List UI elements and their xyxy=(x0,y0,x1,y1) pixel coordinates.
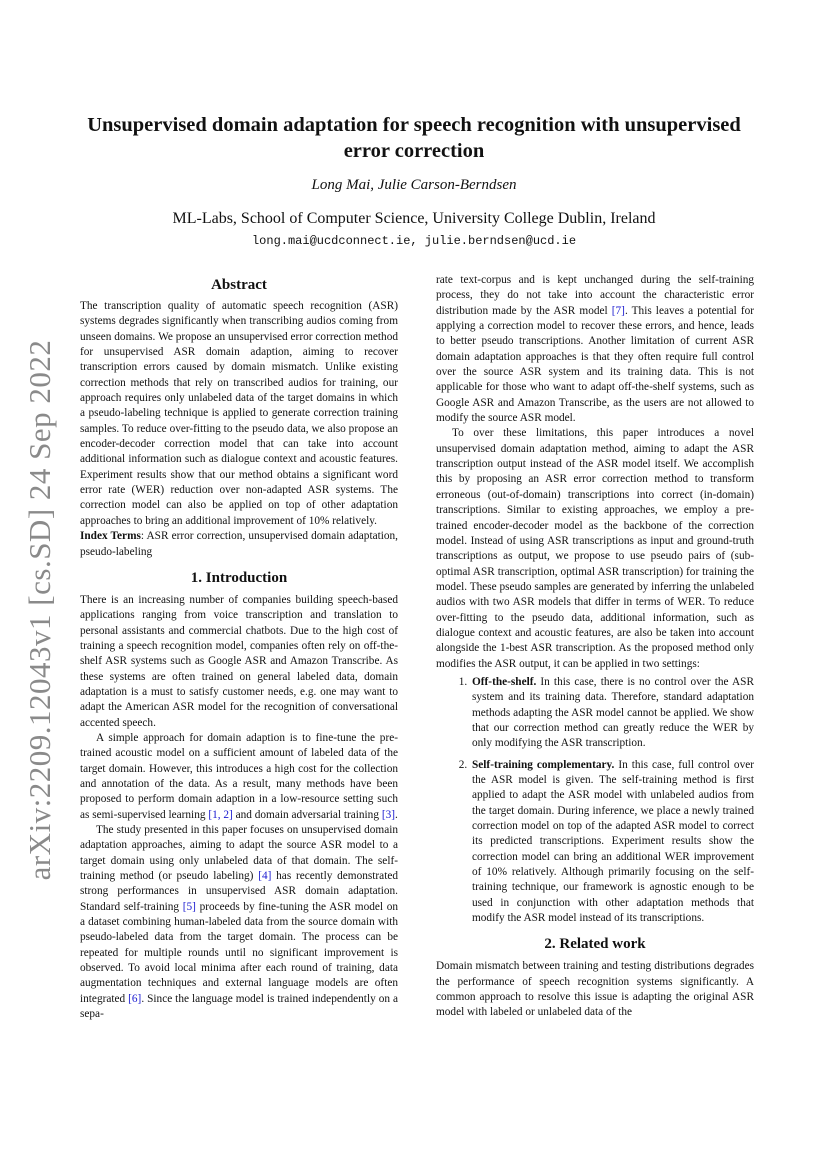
citation-link[interactable]: [4] xyxy=(258,870,272,883)
abstract-body: The transcription quality of automatic speech recognition (ASR) systems degrades significantly when transcribing audios coming from unseen domains. We propose an unsupervised error correction method for unsupervised ASR domain adaption, aiming to recover transcription errors caused by domain mismatch. Unlike existing correction methods that rely on transcribed audios for training, our approach requires only unlabeled data of the target domains in which a pseudo-labeling technique is applied to generate correction training samples. To reduce over-fitting to the pseudo data, we also propose an encoder-decoder correction model that can take into account additional information such as dialogue context and acoustic features. Experiment results show that our method obtains a significant word error rate (WER) reduction over non-adapted ASR systems. The correction model can also be applied on top of other adaptation approaches to bring an additional improvement of 10% relatively. xyxy=(80,300,398,527)
list-item: 2. Self-training complementary. In this case, full control over the ASR model is given. The self-training method is first applied to adapt the ASR model with unlabeled audios from the target domain. During inference, we place a newly trained correction model on top of the adapted ASR model to correct its predicted transcriptions. Experiment results show the correction model can bring an additional WER improvement of 10% relatively. Although primarily focusing on the self-training technique, our framework is agnostic enough to be used in conjunction with other adaptation methods that modify the ASR model instead of its transcriptions. xyxy=(470,758,754,927)
citation-link[interactable]: [6] xyxy=(128,992,142,1005)
authors: Long Mai, Julie Carson-Berndsen xyxy=(311,177,517,193)
arxiv-identifier-text: arXiv:2209.12043v1 [cs.SD] 24 Sep 2022 xyxy=(22,339,57,881)
right-column xyxy=(436,273,754,1021)
author-emails: long.mai@ucdconnect.ie, julie.berndsen@ucd.ie xyxy=(251,234,577,248)
intro-paragraph-3: The study presented in this paper focuses on unsupervised domain adaptation approaches, aiming to adapt the source ASR model to a target domain using only unlabeled data of that domain. The self-training method (or pseudo labeling) [4] has recently demonstrated strong performances in unsupervised ASR domain adaptation. Standard self-training [5] proceeds by fine-tuning the ASR model on a dataset combining human-labeled data from the source domain with pseudo-labeled data from the target domain. The process can be repeated for multiple rounds until no significant improvement is observed. To avoid local minima after each round of training, data augmentation techniques and external language models are often integrated [6]. Since the language model is trained independently on a sepa- xyxy=(80,824,398,1021)
related-work-heading: 2. Related work xyxy=(544,936,646,953)
index-terms-text: : ASR error correction, unsupervised domain adaptation, pseudo-labeling xyxy=(80,530,399,558)
intro-heading: 1. Introduction xyxy=(190,569,288,586)
index-terms-label: Index Terms xyxy=(80,530,141,543)
index-terms xyxy=(80,529,398,560)
title-line-2: error correction xyxy=(343,140,485,162)
left-column xyxy=(80,276,398,1022)
intro-paragraph-1: There is an increasing number of companies building speech-based applications ranging from voice transcription and translation to personal assistants and commercial chatbots. Due to the high cost of training a speech recognition model, companies often rely on off-the-shelf ASR systems such as Google ASR and Amazon Transcribe. As these systems are often trained on general labeled data, domain adaptation is a must to satisfy customer needs, e.g. one may want to adapt the American ASR model for the recognition of conversational accented speech. xyxy=(80,593,398,729)
intro-paragraph-4: rate text-corpus and is kept unchanged during the self-training process, they do not take into account the characteristic error distribution made by the ASR model [7]. This leaves a potential for applying a correction model to recover these errors, and hence, leads to better pseudo transcriptions. Another limitation of current ASR domain adaptation approaches is that they often require full control over the source ASR system and its training data. This is not applicable for those who want to adapt off-the-shelf systems, such as Google ASR and Amazon Transcribe, as the users are not allowed to modify the source ASR model. xyxy=(436,274,754,425)
paper-title xyxy=(80,112,748,164)
citation-link[interactable]: [5] xyxy=(182,900,196,913)
settings-list xyxy=(436,675,754,927)
related-paragraph-1: Domain mismatch between training and testing distributions degrades the performance of speech recognition systems significantly. A common approach to resolve this issue is adapting the original ASR model with labeled or unlabeled data of the xyxy=(436,960,754,1019)
list-item: 1. Off-the-shelf. In this case, there is no control over the ASR system and its training data. Therefore, standard adaptation methods adapting the ASR model cannot be applied. We show that our correction method can greatly reduce the WER by only modifying the ASR transcription. xyxy=(470,675,754,752)
affiliation: ML-Labs, School of Computer Science, University College Dublin, Ireland xyxy=(172,210,656,227)
citation-link[interactable]: [1, 2] xyxy=(208,808,233,821)
abstract-heading: Abstract xyxy=(211,277,267,293)
intro-paragraph-2: A simple approach for domain adaption is to fine-tune the pre-trained acoustic model on a sufficient amount of labeled data of the target domain. However, this introduces a high cost for the collection and annotation of the data. As a result, many methods have been proposed to perform domain adaption in a low-resource setting such as semi-supervised learning [1, 2] and domain adversarial training [3]. xyxy=(80,731,398,821)
arxiv-identifier xyxy=(18,339,62,881)
citation-link[interactable]: [7] xyxy=(611,304,625,317)
intro-paragraph-5: To over these limitations, this paper introduces a novel unsupervised domain adaptation method, aiming to adapt the ASR transcription output instead of the ASR model itself. We accomplish this by proposing an ASR error correction method to transform erroneous (out-of-domain) transcriptions into correct (in-domain) transcriptions. Similar to existing approaches, we employ a pre-trained encoder-decoder model as the backbone of the correction model. Instead of using ASR transcriptions as input and ground-truth transcriptions as output, we propose to use pseudo pairs of (sub-optimal ASR transcription, optimal ASR transcription) for training the model. These pseudo samples are generated by inferring the unlabeled audios with two ASR models that differ in terms of WER. To reduce over-fitting to the pseudo data, additional information, such as dialogue context and acoustic features, are also be taken into account alongside the 1-best ASR transcription. As the proposed method only modifies the ASR output, it can be applied in two settings: xyxy=(436,427,754,670)
citation-link[interactable]: [3] xyxy=(381,808,395,821)
title-line-1: Unsupervised domain adaptation for speech recognition with unsupervised xyxy=(87,114,741,136)
